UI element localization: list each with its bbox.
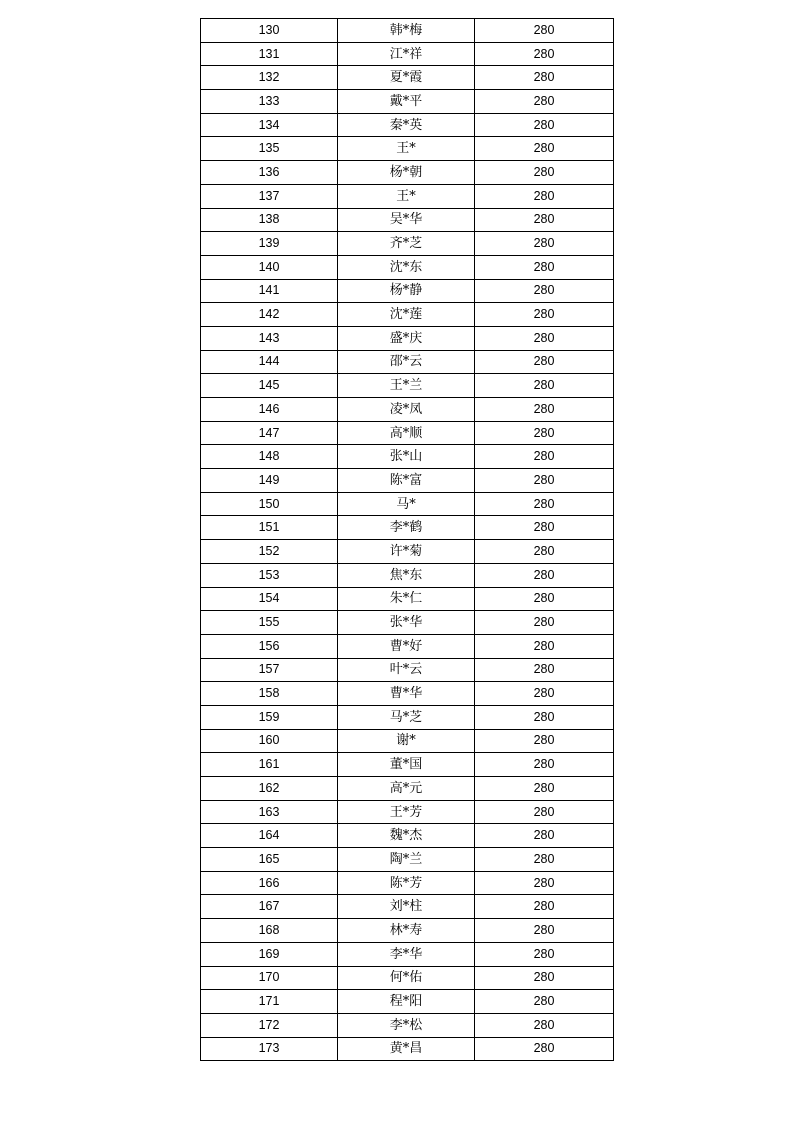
table-row (201, 682, 614, 706)
amount-cell: 280 (475, 705, 614, 729)
row-number-cell: 166 (201, 871, 338, 895)
row-number-cell: 170 (201, 966, 338, 990)
table-row (201, 208, 614, 232)
name-cell: 杨*朝 (338, 161, 475, 185)
name-cell: 吴*华 (338, 208, 475, 232)
row-number-cell: 132 (201, 66, 338, 90)
table-row (201, 113, 614, 137)
row-number-cell: 171 (201, 990, 338, 1014)
table-row (201, 871, 614, 895)
table-row (201, 469, 614, 493)
table-row (201, 137, 614, 161)
name-cell: 高*顺 (338, 421, 475, 445)
table-row (201, 1013, 614, 1037)
row-number-cell: 156 (201, 634, 338, 658)
table-row (201, 990, 614, 1014)
row-number-cell: 154 (201, 587, 338, 611)
table-row (201, 42, 614, 66)
amount-cell: 280 (475, 184, 614, 208)
table-row (201, 658, 614, 682)
row-number-cell: 147 (201, 421, 338, 445)
amount-cell: 280 (475, 848, 614, 872)
table-row (201, 919, 614, 943)
row-number-cell: 167 (201, 895, 338, 919)
data-table (200, 18, 614, 1061)
row-number-cell: 138 (201, 208, 338, 232)
row-number-cell: 155 (201, 611, 338, 635)
name-cell: 张*华 (338, 611, 475, 635)
row-number-cell: 169 (201, 942, 338, 966)
table-row (201, 184, 614, 208)
name-cell: 王*兰 (338, 374, 475, 398)
amount-cell: 280 (475, 587, 614, 611)
amount-cell: 280 (475, 729, 614, 753)
table-row (201, 492, 614, 516)
row-number-cell: 172 (201, 1013, 338, 1037)
name-cell: 谢* (338, 729, 475, 753)
name-cell: 李*鹤 (338, 516, 475, 540)
name-cell: 朱*仁 (338, 587, 475, 611)
name-cell: 马* (338, 492, 475, 516)
amount-cell: 280 (475, 469, 614, 493)
amount-cell: 280 (475, 753, 614, 777)
amount-cell: 280 (475, 800, 614, 824)
row-number-cell: 136 (201, 161, 338, 185)
name-cell: 叶*云 (338, 658, 475, 682)
table-row (201, 824, 614, 848)
name-cell: 李*华 (338, 942, 475, 966)
name-cell: 沈*莲 (338, 303, 475, 327)
amount-cell: 280 (475, 540, 614, 564)
name-cell: 魏*杰 (338, 824, 475, 848)
table-body (201, 19, 614, 1061)
name-cell: 王* (338, 137, 475, 161)
row-number-cell: 150 (201, 492, 338, 516)
name-cell: 王* (338, 184, 475, 208)
row-number-cell: 153 (201, 563, 338, 587)
row-number-cell: 157 (201, 658, 338, 682)
amount-cell: 280 (475, 990, 614, 1014)
table-row (201, 729, 614, 753)
row-number-cell: 162 (201, 777, 338, 801)
table-row (201, 66, 614, 90)
row-number-cell: 152 (201, 540, 338, 564)
table-row (201, 279, 614, 303)
table-row (201, 445, 614, 469)
name-cell: 沈*东 (338, 255, 475, 279)
row-number-cell: 163 (201, 800, 338, 824)
table-row (201, 563, 614, 587)
amount-cell: 280 (475, 919, 614, 943)
table-row (201, 374, 614, 398)
row-number-cell: 159 (201, 705, 338, 729)
name-cell: 戴*平 (338, 90, 475, 114)
table-row (201, 634, 614, 658)
name-cell: 董*国 (338, 753, 475, 777)
row-number-cell: 130 (201, 19, 338, 43)
amount-cell: 280 (475, 658, 614, 682)
name-cell: 江*祥 (338, 42, 475, 66)
row-number-cell: 165 (201, 848, 338, 872)
amount-cell: 280 (475, 326, 614, 350)
table-row (201, 800, 614, 824)
amount-cell: 280 (475, 90, 614, 114)
row-number-cell: 144 (201, 350, 338, 374)
table-row (201, 161, 614, 185)
row-number-cell: 142 (201, 303, 338, 327)
amount-cell: 280 (475, 563, 614, 587)
name-cell: 陈*富 (338, 469, 475, 493)
name-cell: 曹*好 (338, 634, 475, 658)
amount-cell: 280 (475, 445, 614, 469)
name-cell: 李*松 (338, 1013, 475, 1037)
table-row (201, 966, 614, 990)
name-cell: 韩*梅 (338, 19, 475, 43)
name-cell: 马*芝 (338, 705, 475, 729)
row-number-cell: 141 (201, 279, 338, 303)
table-row (201, 232, 614, 256)
amount-cell: 280 (475, 966, 614, 990)
table-row (201, 942, 614, 966)
amount-cell: 280 (475, 1037, 614, 1061)
name-cell: 曹*华 (338, 682, 475, 706)
row-number-cell: 160 (201, 729, 338, 753)
name-cell: 陈*芳 (338, 871, 475, 895)
name-cell: 盛*庆 (338, 326, 475, 350)
amount-cell: 280 (475, 279, 614, 303)
row-number-cell: 158 (201, 682, 338, 706)
table-row (201, 540, 614, 564)
amount-cell: 280 (475, 611, 614, 635)
table-row (201, 705, 614, 729)
amount-cell: 280 (475, 303, 614, 327)
amount-cell: 280 (475, 682, 614, 706)
row-number-cell: 146 (201, 398, 338, 422)
amount-cell: 280 (475, 824, 614, 848)
name-cell: 邵*云 (338, 350, 475, 374)
name-cell: 秦*英 (338, 113, 475, 137)
amount-cell: 280 (475, 421, 614, 445)
table-row (201, 421, 614, 445)
name-cell: 程*阳 (338, 990, 475, 1014)
amount-cell: 280 (475, 19, 614, 43)
amount-cell: 280 (475, 255, 614, 279)
name-cell: 张*山 (338, 445, 475, 469)
row-number-cell: 139 (201, 232, 338, 256)
amount-cell: 280 (475, 398, 614, 422)
name-cell: 黄*昌 (338, 1037, 475, 1061)
amount-cell: 280 (475, 516, 614, 540)
row-number-cell: 161 (201, 753, 338, 777)
row-number-cell: 149 (201, 469, 338, 493)
amount-cell: 280 (475, 350, 614, 374)
amount-cell: 280 (475, 113, 614, 137)
amount-cell: 280 (475, 208, 614, 232)
amount-cell: 280 (475, 374, 614, 398)
amount-cell: 280 (475, 942, 614, 966)
name-cell: 凌*凤 (338, 398, 475, 422)
row-number-cell: 148 (201, 445, 338, 469)
table-row (201, 895, 614, 919)
table-row (201, 587, 614, 611)
amount-cell: 280 (475, 66, 614, 90)
name-cell: 许*菊 (338, 540, 475, 564)
table-row (201, 848, 614, 872)
table-row (201, 516, 614, 540)
amount-cell: 280 (475, 42, 614, 66)
table-row (201, 398, 614, 422)
name-cell: 王*芳 (338, 800, 475, 824)
row-number-cell: 164 (201, 824, 338, 848)
amount-cell: 280 (475, 895, 614, 919)
table-row (201, 777, 614, 801)
amount-cell: 280 (475, 137, 614, 161)
row-number-cell: 135 (201, 137, 338, 161)
row-number-cell: 173 (201, 1037, 338, 1061)
row-number-cell: 151 (201, 516, 338, 540)
name-cell: 何*佑 (338, 966, 475, 990)
table-row (201, 753, 614, 777)
amount-cell: 280 (475, 161, 614, 185)
amount-cell: 280 (475, 871, 614, 895)
row-number-cell: 140 (201, 255, 338, 279)
name-cell: 林*寿 (338, 919, 475, 943)
table-row (201, 303, 614, 327)
row-number-cell: 133 (201, 90, 338, 114)
name-cell: 高*元 (338, 777, 475, 801)
row-number-cell: 137 (201, 184, 338, 208)
table-row (201, 350, 614, 374)
table-row (201, 1037, 614, 1061)
row-number-cell: 131 (201, 42, 338, 66)
name-cell: 焦*东 (338, 563, 475, 587)
amount-cell: 280 (475, 777, 614, 801)
amount-cell: 280 (475, 1013, 614, 1037)
row-number-cell: 143 (201, 326, 338, 350)
table-row (201, 326, 614, 350)
name-cell: 陶*兰 (338, 848, 475, 872)
amount-cell: 280 (475, 232, 614, 256)
amount-cell: 280 (475, 492, 614, 516)
amount-cell: 280 (475, 634, 614, 658)
table-row (201, 611, 614, 635)
table-row (201, 255, 614, 279)
name-cell: 杨*静 (338, 279, 475, 303)
name-cell: 夏*霞 (338, 66, 475, 90)
name-cell: 齐*芝 (338, 232, 475, 256)
table-row (201, 19, 614, 43)
row-number-cell: 134 (201, 113, 338, 137)
name-cell: 刘*柱 (338, 895, 475, 919)
row-number-cell: 145 (201, 374, 338, 398)
row-number-cell: 168 (201, 919, 338, 943)
table-row (201, 90, 614, 114)
